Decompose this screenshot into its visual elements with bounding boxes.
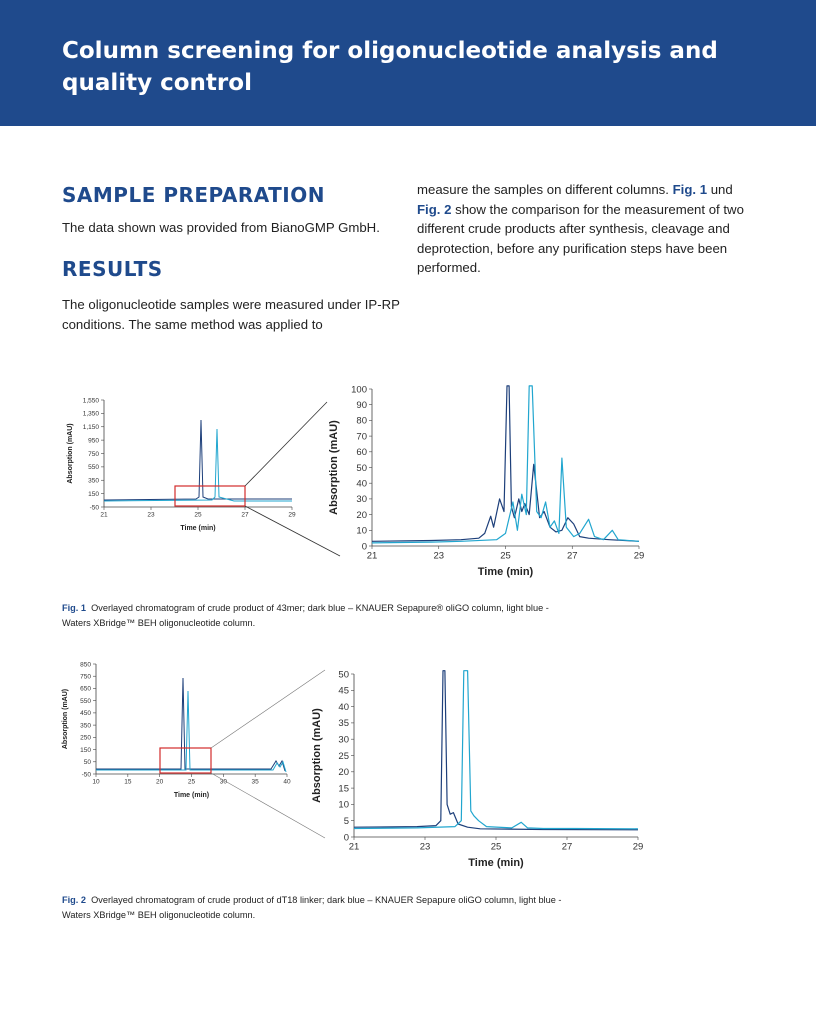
fig1-main-y-tick-label: 100 <box>351 384 367 396</box>
fig2-inset-y-tick-label: 750 <box>80 673 91 681</box>
fig2-main-y-tick-label: 0 <box>343 832 349 844</box>
fig1-main-x-tick-label: 23 <box>433 550 445 562</box>
fig2-main-y-tick-label: 5 <box>343 816 349 828</box>
fig2-main-x-tick-label: 23 <box>419 841 431 853</box>
fig2-main-y-tick-label: 45 <box>338 685 349 697</box>
fig2-inset-x-label: Time (min) <box>173 792 210 799</box>
fig2-ref-link[interactable]: Fig. 2 <box>417 201 452 217</box>
fig2-main-x-label: Time (min) <box>468 857 524 869</box>
sample-prep-text: The data shown was provided from BianoGMP GmbH. <box>62 220 380 235</box>
fig2-caption-text: Overlayed chromatogram of crude product of dT18 linker; dark blue – KNAUER Sepapure oliGO column, light blue - Waters XBridge™ BEH oligonucleotide column. <box>62 895 562 920</box>
fig1-inset-y-tick-label: 1,350 <box>82 410 99 418</box>
fig1-inset-x-tick-label: 29 <box>288 511 296 519</box>
fig1-main-y-tick-label: 20 <box>356 509 367 521</box>
fig2-main-series-dark-blue-line <box>354 671 638 830</box>
fig2-inset-y-label: Absorption (mAU) <box>62 688 69 750</box>
fig2-main-y-tick-label: 20 <box>338 767 349 779</box>
fig2-inset-x-tick-label: 30 <box>219 778 227 786</box>
fig1-main-y-tick-label: 70 <box>356 431 367 443</box>
fig2-inset-x-tick-label: 25 <box>187 778 196 786</box>
fig2-inset-y-tick-label: -50 <box>81 771 91 779</box>
fig2-main-y-label: Absorption (mAU) <box>311 708 323 803</box>
fig2-caption-label: Fig. 2 <box>62 895 86 905</box>
fig1-main-x-tick-label: 29 <box>633 550 645 562</box>
fig2-main-x-tick-label: 29 <box>632 841 644 853</box>
fig1-inset-y-tick-label: 550 <box>88 464 99 472</box>
fig2-inset-x-tick-label: 35 <box>251 778 259 786</box>
fig1-main-x-label: Time (min) <box>477 566 534 578</box>
fig2-inset-x-tick-label: 20 <box>156 778 164 786</box>
fig1-inset-x-tick-label: 25 <box>194 511 202 519</box>
fig2-inset-y-tick-label: 450 <box>80 710 91 718</box>
fig1-inset-y-tick-label: 950 <box>88 437 99 445</box>
fig2-main-y-tick-label: 30 <box>338 734 349 746</box>
sample-prep-heading: SAMPLE PREPARATION <box>62 183 325 207</box>
fig1-inset-y-tick-label: 1,150 <box>82 424 99 432</box>
fig2-main-x-tick-label: 21 <box>348 841 360 853</box>
fig2-inset-y-tick-label: 350 <box>80 722 91 730</box>
fig1-main-x-tick-label: 25 <box>500 550 511 562</box>
fig2-inset-x-tick-label: 10 <box>92 778 100 786</box>
fig1-inset-y-label: Absorption (mAU) <box>67 423 74 484</box>
fig2-main-y-tick-label: 40 <box>338 701 349 713</box>
fig1-inset-y-tick-label: -50 <box>89 504 99 512</box>
fig2-inset-x-tick-label: 40 <box>283 778 291 786</box>
fig2-inset-y-tick-label: 50 <box>83 759 91 767</box>
fig1-inset-x-label: Time (min) <box>180 525 216 532</box>
fig1-main-y-tick-label: 50 <box>356 462 367 474</box>
fig2-main-y-tick-label: 10 <box>338 799 349 811</box>
fig1-inset-x-tick-label: 21 <box>100 511 108 519</box>
fig1-main-y-tick-label: 40 <box>356 478 367 490</box>
fig2-inset-y-tick-label: 650 <box>80 685 91 693</box>
fig2-inset-y-tick-label: 850 <box>80 661 91 669</box>
fig1-main-y-tick-label: 80 <box>356 415 367 427</box>
fig1-inset-y-tick-label: 350 <box>88 477 99 485</box>
fig1-caption-label: Fig. 1 <box>62 603 86 613</box>
fig2-main-y-tick-label: 25 <box>338 750 349 762</box>
fig2-main-x-tick-label: 27 <box>561 841 573 853</box>
fig1-main-y-tick-label: 30 <box>356 494 367 506</box>
fig1-caption-text: Overlayed chromatogram of crude product of 43mer; dark blue – KNAUER Sepapure® oliGO column, light blue - Waters XBridge™ BEH oligonucleotide column. <box>62 603 549 628</box>
fig1-main-y-tick-label: 0 <box>361 541 367 553</box>
page-title: Column screening for oligonucleotide analysis and quality control <box>62 38 718 96</box>
results-text-col2: measure the samples on different columns. Fig. 1 und Fig. 2 show the comparison for the measurement of two different crude products after synthesis, cleavage and deprotection, before any purification steps have been performed. <box>417 182 744 275</box>
fig1-main-y-tick-label: 60 <box>356 447 367 459</box>
fig2-main-y-tick-label: 35 <box>338 718 349 730</box>
fig1-inset-y-tick-label: 150 <box>88 490 99 498</box>
fig2-main-series-light-blue-line <box>354 671 638 829</box>
fig2-inset-y-tick-label: 150 <box>80 746 91 754</box>
fig1-inset-y-tick-label: 1,550 <box>82 397 99 405</box>
results-heading: RESULTS <box>62 257 163 281</box>
fig2-inset-x-tick-label: 15 <box>124 778 132 786</box>
fig1-inset-x-tick-label: 27 <box>241 511 249 519</box>
fig2-inset-y-tick-label: 250 <box>80 734 91 742</box>
fig2-inset-y-tick-label: 550 <box>80 697 91 705</box>
results-text: The oligonucleotide samples were measured under IP-RP conditions. The same method was applied to <box>62 297 400 332</box>
fig1-main-x-tick-label: 21 <box>366 550 378 562</box>
fig1-main-y-label: Absorption (mAU) <box>328 420 340 515</box>
fig1-main-x-tick-label: 27 <box>566 550 578 562</box>
fig2-main-x-tick-label: 25 <box>490 841 502 853</box>
fig1-main-y-tick-label: 90 <box>356 400 367 412</box>
fig1-ref-link[interactable]: Fig. 1 <box>672 182 708 197</box>
fig2-caption <box>62 893 562 923</box>
fig1-inset-y-tick-label: 750 <box>88 450 99 458</box>
fig1-main-y-tick-label: 10 <box>356 525 367 537</box>
fig2-main-y-tick-label: 15 <box>338 783 349 795</box>
fig2-main-y-tick-label: 50 <box>338 669 349 681</box>
fig2-main-chart <box>310 667 645 885</box>
fig1-inset-x-tick-label: 23 <box>147 511 155 519</box>
